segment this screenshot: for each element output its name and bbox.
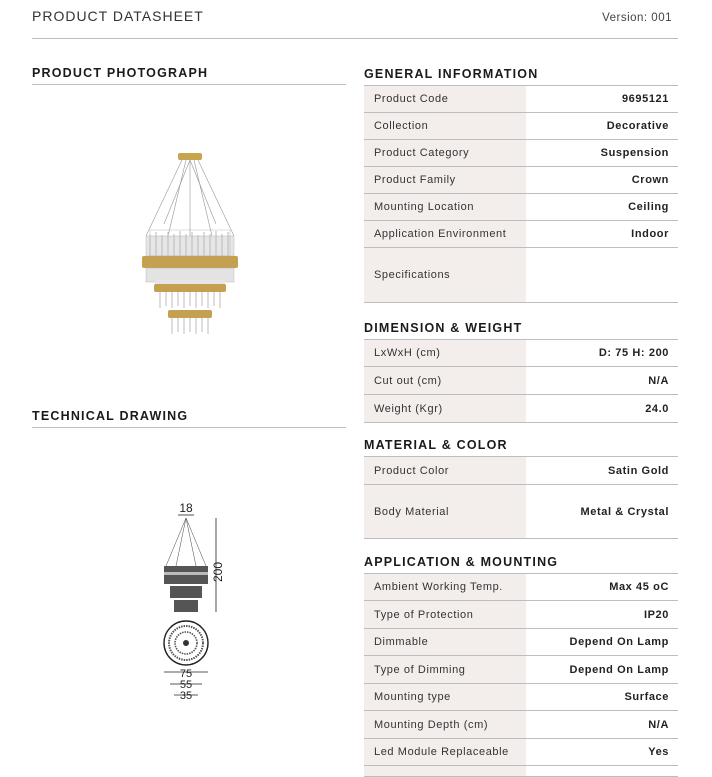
row-label: Type of Dimming xyxy=(364,656,526,683)
row-value: Decorative xyxy=(606,120,669,132)
dim-top-width: 18 xyxy=(179,501,193,515)
row-value xyxy=(526,248,678,302)
row-label: Product Category xyxy=(364,140,526,166)
material-table xyxy=(364,456,678,539)
dimension-table xyxy=(364,339,678,423)
row-label: Cut out (cm) xyxy=(364,367,526,394)
table-row xyxy=(364,221,678,248)
row-value: 9695121 xyxy=(621,93,669,105)
row-value: Depend On Lamp xyxy=(569,636,669,648)
row-value: N/A xyxy=(648,718,669,731)
table-row xyxy=(364,86,678,113)
crystal-rods-bottom xyxy=(172,318,208,334)
table-row xyxy=(364,629,678,656)
row-label: Product Code xyxy=(364,86,526,112)
table-row xyxy=(364,574,678,601)
row-value: D: 75 H: 200 xyxy=(598,347,669,359)
drawing-section-divider xyxy=(32,427,346,428)
general-table xyxy=(364,85,678,303)
table-row xyxy=(364,367,678,395)
table-row xyxy=(364,340,678,367)
row-value: Ceiling xyxy=(628,201,669,213)
dim-d1: 75 xyxy=(179,668,193,680)
row-value: IP20 xyxy=(643,608,669,621)
row-value: Satin Gold xyxy=(608,464,669,477)
table-row xyxy=(364,167,678,194)
table-row xyxy=(364,248,678,303)
table-row xyxy=(364,711,678,739)
row-label: Product Family xyxy=(364,167,526,193)
row-label: Application Environment xyxy=(364,221,526,247)
row-value: Yes xyxy=(648,746,669,758)
table-row xyxy=(364,395,678,423)
drawing-tier-middle xyxy=(170,586,202,598)
row-label: Type of Protection xyxy=(364,601,526,628)
product-photograph xyxy=(120,140,260,350)
table-row xyxy=(364,684,678,711)
drawing-tier-bottom xyxy=(174,600,198,612)
row-label: Product Color xyxy=(364,457,526,484)
table-row xyxy=(364,140,678,167)
photo-section-title: PRODUCT PHOTOGRAPH xyxy=(32,66,209,80)
photo-section-divider xyxy=(32,84,346,85)
suspension-wires xyxy=(146,160,234,236)
table-row xyxy=(364,113,678,140)
row-label: Mounting type xyxy=(364,684,526,710)
crystal-tier-top-lower xyxy=(146,268,234,282)
table-row xyxy=(364,601,678,629)
drawing-tier-top-band xyxy=(164,572,208,575)
drawing-wires xyxy=(166,518,206,566)
row-label: Weight (Kgr) xyxy=(364,395,526,422)
row-value: Suspension xyxy=(600,147,669,159)
gold-ring-top xyxy=(142,256,238,268)
table-row xyxy=(364,457,678,485)
row-label: Body Material xyxy=(364,485,526,538)
row-value: Indoor xyxy=(631,228,669,240)
row-value: Metal & Crystal xyxy=(580,505,669,518)
row-value: Depend On Lamp xyxy=(569,663,669,676)
dimension-section-title: DIMENSION & WEIGHT xyxy=(364,321,523,335)
general-section-title: GENERAL INFORMATION xyxy=(364,67,539,81)
row-label xyxy=(364,766,526,776)
row-value: Max 45 oC xyxy=(609,581,669,593)
row-label: Collection xyxy=(364,113,526,139)
table-row xyxy=(364,739,678,766)
row-label: Led Module Replaceable xyxy=(364,739,526,765)
technical-drawing xyxy=(150,490,250,710)
row-value: Crown xyxy=(631,174,669,186)
page-title: PRODUCT DATASHEET xyxy=(32,8,204,24)
version-label: Version: 001 xyxy=(602,12,672,24)
row-label: Specifications xyxy=(364,248,526,302)
crystal-rods-middle xyxy=(160,292,220,308)
application-table xyxy=(364,573,678,777)
plan-view-center xyxy=(183,640,189,646)
drawing-section-title: TECHNICAL DRAWING xyxy=(32,409,189,423)
dim-d2: 55 xyxy=(179,679,193,691)
material-section-title: MATERIAL & COLOR xyxy=(364,438,508,452)
page-header xyxy=(32,8,678,39)
row-value: 24.0 xyxy=(645,402,669,415)
table-row xyxy=(364,194,678,221)
application-section-title: APPLICATION & MOUNTING xyxy=(364,555,559,569)
row-label: Mounting Location xyxy=(364,194,526,220)
dim-d3: 35 xyxy=(179,690,193,702)
row-value: Surface xyxy=(624,691,669,703)
table-row xyxy=(364,485,678,539)
dim-height: 200 xyxy=(211,561,225,583)
gold-ring-bottom xyxy=(168,310,212,318)
canopy xyxy=(178,153,202,160)
row-value: N/A xyxy=(648,374,669,387)
table-row xyxy=(364,656,678,684)
row-label: Dimmable xyxy=(364,629,526,655)
row-label: Ambient Working Temp. xyxy=(364,574,526,600)
row-value xyxy=(526,766,678,776)
row-label: Mounting Depth (cm) xyxy=(364,711,526,738)
row-label: LxWxH (cm) xyxy=(364,340,526,366)
gold-ring-middle xyxy=(154,284,226,292)
